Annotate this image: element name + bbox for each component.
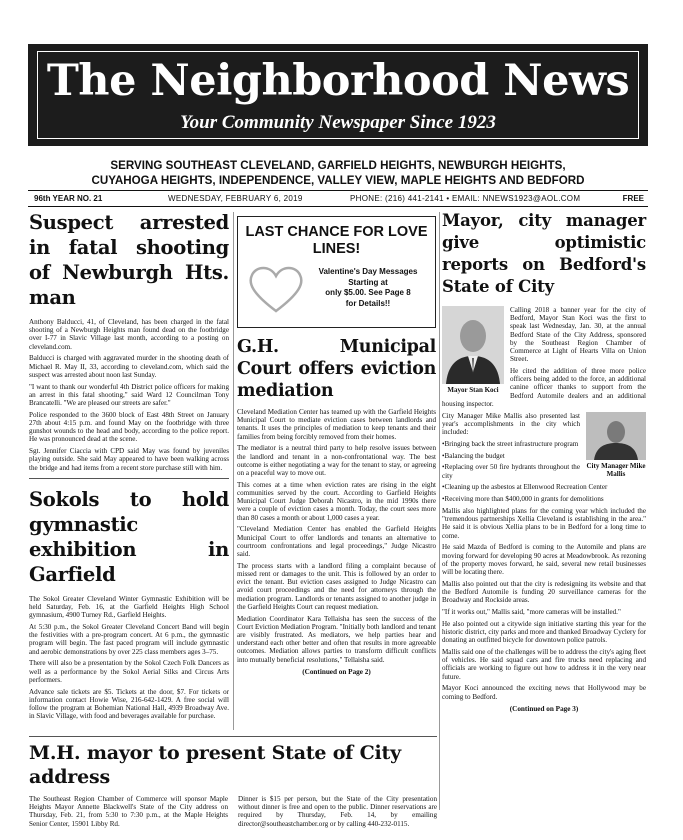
- heart-icon: [246, 261, 306, 316]
- article-paragraph: Mayor Koci announced the exciting news that Hollywood may be coming to Bedford.: [442, 684, 646, 701]
- mayor-portrait: [442, 306, 504, 384]
- masthead: [28, 44, 648, 146]
- article-paragraph: Mallis said one of the challenges will be to address the city's aging fleet of vehicles. He said squad cars and fire trucks need replacing and officials are working to figure out how to address it in the very near future.: [442, 648, 646, 681]
- list-item: •Replacing over 50 fire hydrants throughout the city: [442, 463, 580, 480]
- article-paragraph: "I want to thank our wonderful 4th District police officers for making an arrest in this fatal shooting," said Ward 12 Councilman Tony Brancatelli. "We are pleased our streets are safer.": [29, 382, 229, 408]
- masthead-frame: [37, 51, 639, 139]
- issue-date: WEDNESDAY, FEBRUARY 6, 2019: [168, 194, 303, 203]
- article-paragraph: Anthony Balducci, 41, of Cleveland, has been charged in the fatal shooting of a Newburgh Heights man found dead on the footbridge over I-77 in Slavic Village last month, according to a posting on cleveland.com.: [29, 318, 229, 351]
- section-divider: [29, 478, 229, 479]
- promo-details: [304, 267, 432, 309]
- section-divider: [29, 736, 437, 737]
- portrait-icon: [586, 412, 646, 460]
- headline-sokols: Sokols to hold gymnastic exhibition in Garfield: [29, 487, 229, 586]
- article-paragraph: He cited the addition of three more police officers being added to the force, an additional canine officer thanks to support from the Bedford Automile dealers and an additional housing inspector.: [442, 367, 646, 408]
- newspaper-title: The Neighborhood News: [46, 56, 630, 106]
- middle-column: [237, 216, 436, 676]
- promo-line: only $5.00. See Page 8: [325, 288, 411, 298]
- list-item: •Receiving more than $400,000 in grants for demolitions: [442, 495, 604, 504]
- bottom-story-body: [29, 795, 437, 828]
- column-divider: [233, 212, 234, 730]
- left-column: [29, 210, 229, 724]
- continued-link[interactable]: (Continued on Page 2): [302, 667, 371, 676]
- article-paragraph: At 5:30 p.m., the Sokol Greater Cleveland Concert Band will begin the festivities with a pre-program concert. At 6 p.m., the gymnastic program will begin. The fast paced program will include gymnastic and aerobic demonstrations by over 225 class members ages 3–75.: [29, 623, 229, 656]
- article-paragraph: This comes at a time when eviction rates are rising in the eight communities served by the court. According to Garfield Heights Municipal Court Judge Deborah Nicastro, in the mid 1990s there were a couple of eviction cases a month. Today, the court sees more than 80 cases a month or about 1,000 cases a year.: [237, 480, 436, 522]
- article-paragraph: He said Mazda of Bedford is coming to the Automile and plans are moving forward for developing 90 acres at Meadowbrook. As rezoning of the property moves forward, he said, several new retail businesses will be locating there.: [442, 543, 646, 577]
- headline-bedford: Mayor, city manager give optimistic reports on Bedford's State of City: [442, 211, 646, 296]
- bottom-story: [29, 736, 437, 828]
- headline-mediation: G.H. Municipal Court offers eviction mediation: [237, 337, 436, 401]
- article-paragraph: Dinner is $15 per person, but the State of the City presentation without dinner is free and open to the public. Dinner reservations are required by Thursday, Feb. 14, by emailing director@southeastchamber.org or by calling 440-232-0115.: [238, 795, 437, 828]
- issue-info-bar: [28, 190, 648, 207]
- headline-mh-mayor: M.H. mayor to present State of City address: [29, 742, 401, 788]
- column-divider: [439, 212, 440, 810]
- article-paragraph: Cleveland Mediation Center has teamed up with the Garfield Heights Municipal Court to mediate eviction cases between landlords and tenants. It uses the principles of mediation to keep tenants and their families from being forcibly removed from their homes.: [237, 408, 436, 441]
- right-column: [442, 210, 646, 713]
- mayor-photo: [442, 306, 504, 394]
- article-paragraph: There will also be a presentation by the Sokol Czech Folk Dancers as well as a performance by the Sokol Aerial Silks and Circus Arts performers.: [29, 659, 229, 684]
- article-paragraph: The process starts with a landlord filing a complaint because of missed rent or damages to the unit. This is followed by an order to evict the tenant. But eviction cases assigned to Judge Nicastro can avoid court proceedings and the need for attorneys through the mediation program. Landlords or tenants assigned to another judge in the Garfield Heights Court can request mediation.: [237, 561, 436, 611]
- contact-info: PHONE: (216) 441-2141 • EMAIL: NNEWS1923@AOL.COM: [350, 194, 581, 203]
- list-item: •Bringing back the street infrastructure program: [442, 439, 579, 448]
- newspaper-tagline: Your Community Newspaper Since 1923: [180, 112, 496, 133]
- service-area: [28, 158, 648, 188]
- article-paragraph: Sgt. Jennifer Ciaccia with CPD said May was found by juveniles playing outside. She said May appeared to have been walking across the bridge and had items from a recent store purchase still with him.: [29, 447, 229, 472]
- article-paragraph: He also pointed out a citywide sign initiative starting this year for the historic district, city parks and more and thanked Broadway Cyclery for donating an outfitted bicycle for downtown police patrols.: [442, 619, 646, 645]
- article-paragraph: Mediation Coordinator Kara Tellaisha has seen the success of the Court Eviction Mediation Program. "Initially both landlord and tenant are visibly frustrated. As mediators, we help parties hear and understand each other better and often that results in more agreeable outcomes. Mediation allows parties to transform difficult conflicts into mutually beneficial resolutions," Tellaisha said.: [237, 614, 436, 664]
- article-paragraph: Mallis also highlighted plans for the coming year which included the "tremendous partnerships Xellia Cleveland is establishing in the area." He said it is obvious Xellia plans to be in Bedford for a long time to come.: [442, 507, 646, 540]
- price-label: FREE: [622, 194, 644, 203]
- promo-line: Valentine's Day Messages: [318, 267, 418, 276]
- article-paragraph: Mallis also pointed out that the city is redesigning its website and that the Bedford Automile is funding 20 surveillance cameras for the Broadway and Rockside areas.: [442, 579, 646, 605]
- city-manager-portrait: [586, 412, 646, 460]
- article-paragraph: The Sokol Greater Cleveland Winter Gymnastic Exhibition will be held Saturday, Feb. 16, at the Garfield Heights High School gymnasium, 4900 Turney Rd., Garfield Heights.: [29, 594, 229, 620]
- issue-number: 96th YEAR NO. 21: [34, 194, 103, 203]
- article-paragraph: Police responded to the 3600 block of East 48th Street on January 27th about 4:15 p.m. and found May on the footbridge with three gunshot wounds to the head and body, according to the police report. He was pronounced dead at the scene.: [29, 410, 229, 444]
- city-manager-caption: City Manager Mike Mallis: [586, 461, 646, 478]
- portrait-icon: [442, 306, 504, 384]
- promo-line: for Details!!: [345, 298, 391, 308]
- love-lines-promo[interactable]: [237, 216, 436, 328]
- headline-suspect: Suspect arrested in fatal shooting of Newburgh Hts. man: [29, 211, 229, 309]
- article-paragraph: "If it works out," Mallis said, "more cameras will be installed.": [442, 608, 621, 617]
- service-area-line-2: CUYAHOGA HEIGHTS, INDEPENDENCE, VALLEY VIEW, MAPLE HEIGHTS AND BEDFORD: [91, 174, 585, 187]
- article-paragraph: The mediator is a neutral third party to help resolve issues between the landlord and tenant in a non-confrontational way. The best outcome is either negotiating a way for the tenant to stay, or agreeing on a peaceful way to move out.: [237, 444, 436, 478]
- article-paragraph: Calling 2018 a banner year for the city of Bedford, Mayor Stan Koci was the first to speak last Wednesday, Jan. 30, at the annual Bedford State of the City Address, sponsored by the Southeast Region Chamber of Commerce at Light of Hearts Villa on Union Street.: [510, 306, 646, 364]
- list-item: •Cleaning up the asbestos at Ellenwood Recreation Center: [442, 483, 608, 492]
- article-paragraph: Advance sale tickets are $5. Tickets at the door, $7. For tickets or information contact Howie Wise, 216-642-1429. A free social will follow the program at Bohemian National Hall, 4939 Broadway Ave. in Slavic Village, with food and beverages available for purchase.: [29, 687, 229, 721]
- city-manager-photo: [586, 412, 646, 478]
- article-paragraph: City Manager Mike Mallis also presented last year's accomplishments in the city which included:: [442, 411, 580, 437]
- service-area-line-1: SERVING SOUTHEAST CLEVELAND, GARFIELD HEIGHTS, NEWBURGH HEIGHTS,: [110, 159, 566, 172]
- list-item: •Balancing the budget: [442, 451, 505, 460]
- article-paragraph: The Southeast Region Chamber of Commerce will sponsor Maple Heights Mayor Annette Blackwell's State of the City address on Thursday, Feb. 21, from 5:30 to 7:30 p.m., at the Maple Heights Senior Center, 15901 Libby Rd.: [29, 795, 228, 828]
- article-paragraph: Balducci is charged with aggravated murder in the shooting death of Michael R. May II, 33, according to cleveland.com, which said the suspect was arrested about noon last Sunday.: [29, 354, 229, 379]
- mayor-caption: Mayor Stan Koci: [447, 386, 499, 394]
- article-paragraph: "Cleveland Mediation Center has enabled the Garfield Heights Municipal Court to offer landlords and tenants an alternative to courtroom confrontations and legal proceedings," Judge Nicastro said.: [237, 525, 436, 559]
- promo-line: Starting at: [348, 277, 388, 287]
- continued-link[interactable]: (Continued on Page 3): [509, 704, 579, 713]
- promo-title: LAST CHANCE FOR LOVE LINES!: [245, 224, 428, 257]
